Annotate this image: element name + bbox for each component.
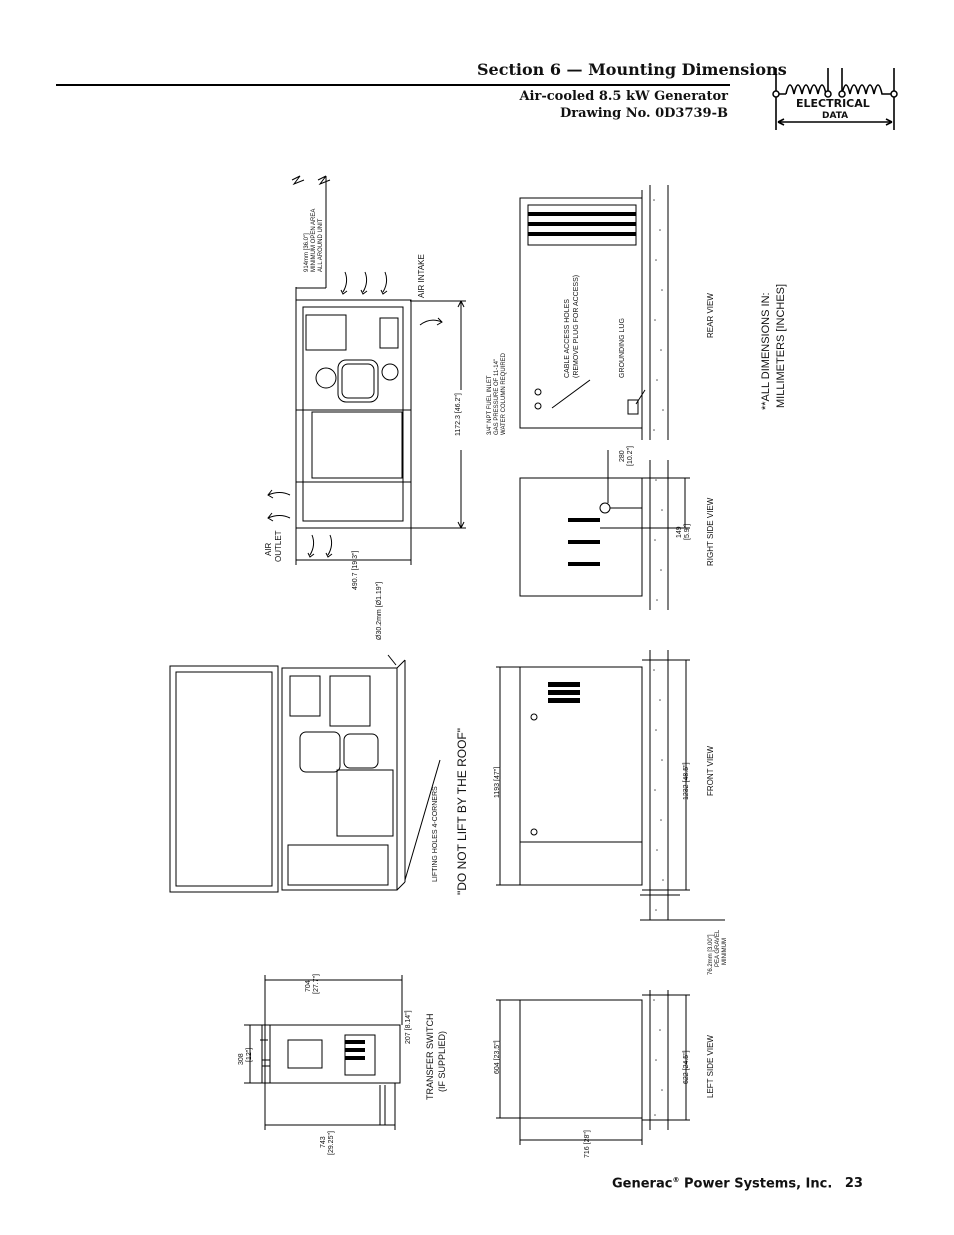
- air-outlet-line2: OUTLET: [274, 530, 283, 562]
- logo-text-electrical: ELECTRICAL: [796, 97, 870, 110]
- rear-view-label: REAR VIEW: [706, 293, 715, 338]
- dimension-1232: 1232 [48.5"]: [683, 762, 690, 800]
- footer-registered-mark: ®: [672, 1176, 680, 1184]
- dimension-743-line1: 743: [320, 1136, 327, 1148]
- front-view-body: [520, 667, 642, 885]
- dimension-1193: 1193 [47"]: [494, 766, 501, 798]
- dimension-490: 490.7 [19.3"]: [352, 550, 359, 590]
- section-title: Section 6 — Mounting Dimensions: [477, 60, 787, 79]
- left-side-view-body: [520, 1000, 642, 1118]
- cable-access-line2: (REMOVE PLUG FOR ACCESS): [573, 274, 580, 378]
- generator-subtitle: Air-cooled 8.5 kW Generator: [519, 89, 728, 104]
- transfer-switch-line1: TRANSFER SWITCH: [425, 1013, 435, 1100]
- gravel-line1: 76.2mm [3.00"]: [708, 934, 714, 975]
- all-dimensions-line1: **ALL DIMENSIONS IN:: [760, 292, 772, 410]
- open-area-line1: 914mm [36.0"]: [304, 233, 310, 272]
- footer-company-rest: Power Systems, Inc.: [679, 1176, 833, 1192]
- open-area-line3: ALL AROUND UNIT: [318, 218, 324, 272]
- fuel-inlet-line2: GAS PRESSURE OF 11-14": [494, 358, 500, 435]
- dimension-308-line2: [12"]: [246, 1047, 253, 1062]
- dimension-704-line2: [27.7"]: [313, 974, 320, 994]
- top-view-enclosure: [296, 300, 411, 528]
- fuel-inlet-line3: WATER COLUMN REQUIRED: [501, 352, 507, 435]
- dimension-743-line2: [29.25"]: [328, 1131, 335, 1155]
- do-not-lift-warning: "DO NOT LIFT BY THE ROOF": [455, 728, 469, 895]
- right-side-view-body: [520, 478, 642, 596]
- iso-view-body: [282, 668, 397, 890]
- dimension-704-line1: 704: [305, 980, 312, 992]
- dimension-280-line1: 280: [619, 450, 626, 462]
- dimension-280-line2: [10.2"]: [627, 446, 634, 466]
- left-side-view-label: LEFT SIDE VIEW: [706, 1035, 715, 1098]
- grounding-lug-label: GROUNDING LUG: [619, 318, 626, 378]
- front-view-label: FRONT VIEW: [706, 745, 715, 796]
- hole-diameter-label: Ø30.2mm [Ø1.19"]: [376, 581, 383, 640]
- dimension-207: 207 [8.14"]: [405, 1010, 412, 1044]
- gravel-line3: MINIMUM: [722, 938, 728, 965]
- gravel-line2: PEA GRAVEL: [715, 929, 721, 967]
- dimension-604: 604 [23.5"]: [494, 1040, 501, 1074]
- page-number: 23: [844, 1176, 863, 1192]
- dimension-1172: 1172.3 [46.2"]: [455, 393, 462, 436]
- right-side-view-label: RIGHT SIDE VIEW: [706, 497, 715, 566]
- all-dimensions-line2: MILLIMETERS [INCHES]: [775, 283, 787, 408]
- dimension-149-line2: [5.9"]: [684, 523, 691, 540]
- air-outlet-line1: AIR: [264, 542, 273, 556]
- dimension-622: 622 [24.5"]: [683, 1050, 690, 1084]
- footer-company-name: Generac: [612, 1176, 673, 1192]
- cable-access-line1: CABLE ACCESS HOLES: [564, 299, 571, 378]
- iso-view-lid: [170, 666, 278, 892]
- lifting-holes-label: LIFTING HOLES 4-CORNERS: [432, 786, 439, 882]
- open-area-line2: MINIMUM OPEN AREA: [311, 208, 317, 272]
- dimension-716: 716 [28"]: [584, 1130, 591, 1158]
- footer-company: [612, 1176, 863, 1191]
- fuel-inlet-line1: 3/4" NPT FUEL INLET: [487, 375, 493, 435]
- dimension-149-line1: 149: [676, 526, 683, 538]
- transfer-switch-line2: (IF SUPPLIED): [437, 1030, 447, 1092]
- logo-text-data: DATA: [822, 111, 849, 121]
- dimension-308-line1: 308: [238, 1053, 245, 1065]
- air-intake-label: AIR INTAKE: [417, 254, 426, 298]
- transfer-switch-body: [265, 1025, 400, 1083]
- drawing-number: Drawing No. 0D3739-B: [559, 106, 728, 121]
